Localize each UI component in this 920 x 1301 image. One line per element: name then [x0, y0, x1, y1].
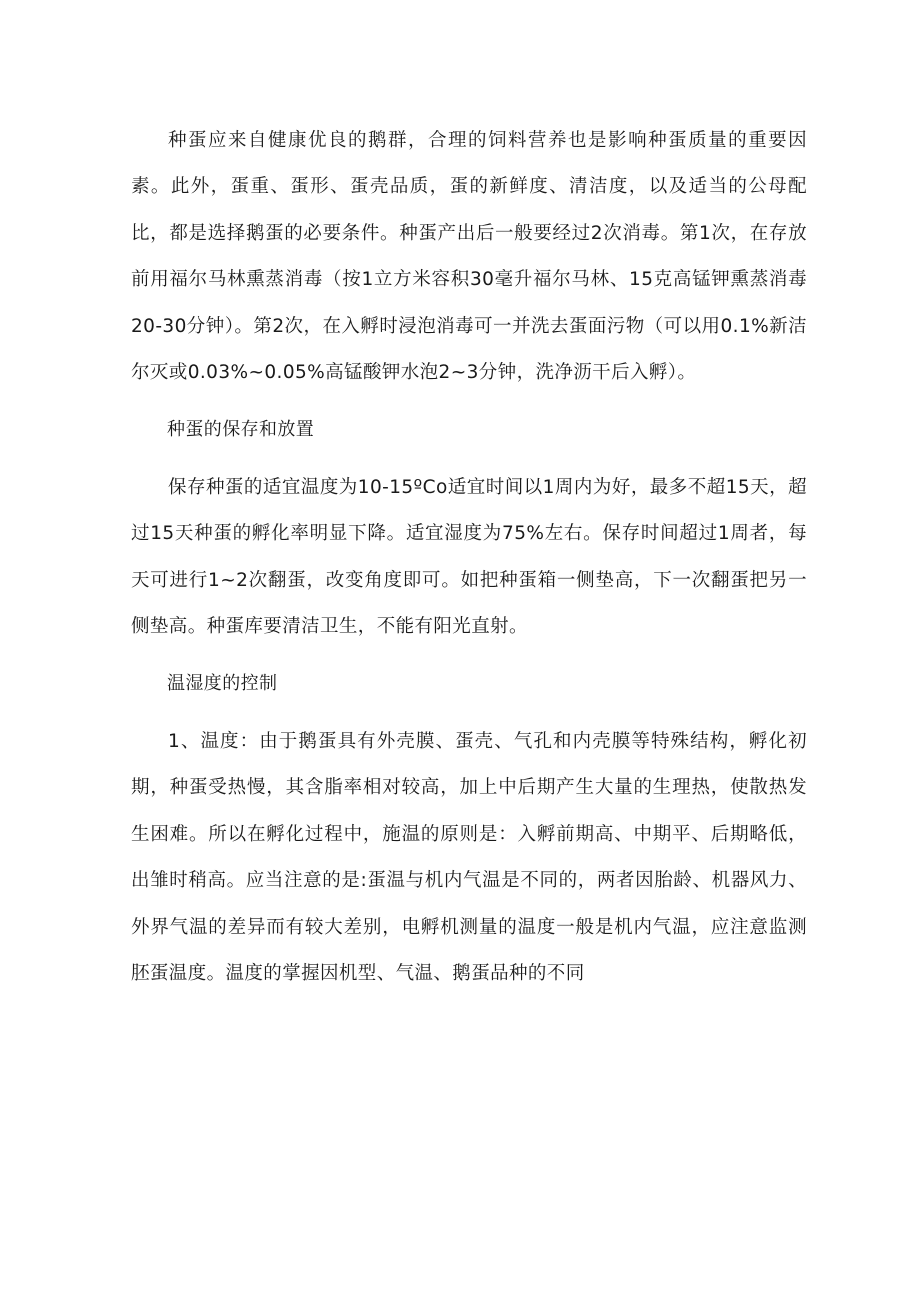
paragraph-egg-storage: 保存种蛋的适宜温度为10-15ºCo适宜时间以1周内为好，最多不超15天，超过15天种蛋的孵化率明显下降。适宜湿度为75%左右。保存时间超过1周者，每天可进行1~2次翻蛋，改变角度即可。如把种蛋箱一侧垫高，下一次翻蛋把另一侧垫高。种蛋库要清洁卫生，不能有阳光直射。: [131, 476, 807, 638]
document-body: [131, 118, 807, 997]
paragraph-egg-selection-disinfection: 种蛋应来自健康优良的鹅群，合理的饲料营养也是影响种蛋质量的重要因素。此外，蛋重、蛋形、蛋壳品质，蛋的新鲜度、清洁度，以及适当的公母配比，都是选择鹅蛋的必要条件。种蛋产出后一般要经过2次消毒。第1次，在存放前用福尔马林熏蒸消毒（按1立方米容积30毫升福尔马林、15克高锰钾熏蒸消毒20-30分钟）。第2次，在入孵时浸泡消毒可一并洗去蛋面污物（可以用0.1%新洁尔灭或0.03%~0.05%高锰酸钾水泡2~3分钟，洗净沥干后入孵）。: [131, 130, 807, 384]
paragraph-temperature: 1、温度：由于鹅蛋具有外壳膜、蛋壳、气孔和内壳膜等特殊结构，孵化初期，种蛋受热慢，其含脂率相对较高，加上中后期产生大量的生理热，使散热发生困难。所以在孵化过程中，施温的原则是：入孵前期高、中期平、后期略低，出雏时稍高。应当注意的是:蛋温与机内气温是不同的，两者因胎龄、机器风力、外界气温的差异而有较大差别，电孵机测量的温度一般是机内气温，应注意监测胚蛋温度。温度的掌握因机型、气温、鹅蛋品种的不同: [131, 730, 807, 984]
section-heading-temperature-humidity: 温湿度的控制: [167, 673, 278, 695]
section-heading-storage: 种蛋的保存和放置: [167, 419, 315, 441]
